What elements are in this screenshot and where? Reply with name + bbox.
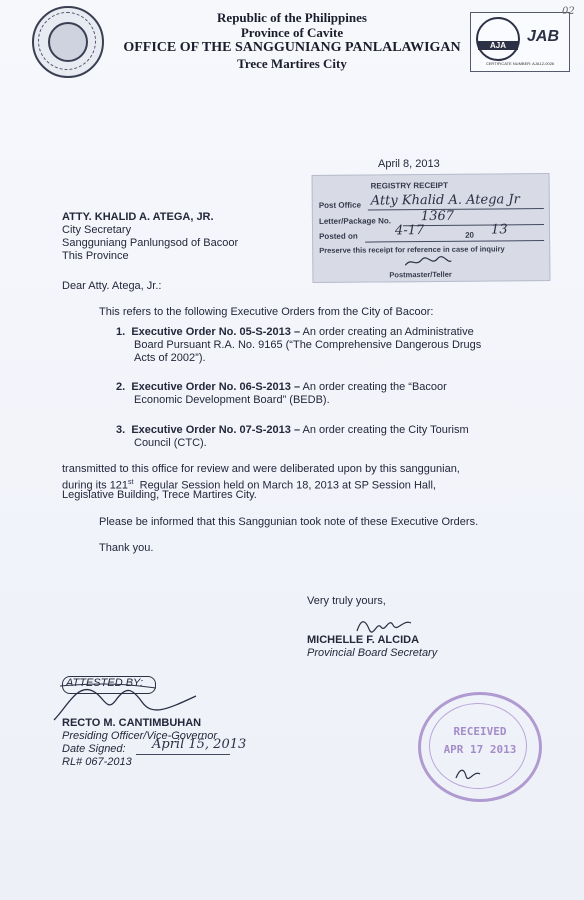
body-line-2: during its 121st Regular Session held on March 18, 2013 at SP Session Hall, (62, 479, 436, 492)
header-province: Province of Cavite (240, 25, 344, 40)
attested-name: RECTO M. CANTIMBUHAN (62, 717, 202, 729)
date-signed-value: April 15, 2013 (152, 737, 247, 752)
receipt-post-office-label: Post Office (318, 200, 362, 210)
receipt-title: REGISTRY RECEIPT (370, 180, 449, 191)
header-city: Trece Martires City (237, 56, 347, 71)
attested-title: Presiding Officer/Vice-Governor (62, 730, 218, 742)
body-line-1: transmitted to this office for review and were deliberated upon by this sanggunian, (62, 463, 460, 475)
stamp-date: APR 17 2013 (443, 743, 517, 756)
recipient-name: ATTY. KHALID A. ATEGA, JR. (62, 211, 214, 223)
margin-note: 02 (562, 6, 575, 17)
receipt-signature-label: Postmaster/Teller (389, 269, 452, 280)
order-item-1-line3: Acts of 2002”). (134, 352, 206, 364)
receipt-preserve-note: Preserve this receipt for reference in case of inquiry (319, 244, 505, 255)
receipt-year-prefix: 20 (465, 230, 475, 240)
certificate-number: CERTIFICATE NUMBER: AJA12-0026 (485, 61, 555, 66)
order-item-2-line2: Economic Development Board” (BEDB). (134, 394, 330, 406)
signatory-name: MICHELLE F. ALCIDA (307, 634, 420, 646)
postmaster-signature-icon (403, 255, 453, 269)
receipt-letter-label: Letter/Package No. (318, 216, 392, 226)
certification-logos (470, 12, 570, 72)
recipient-title: City Secretary (62, 224, 132, 236)
received-stamp (418, 692, 542, 802)
order-item-3-line2: Council (CTC). (134, 437, 207, 449)
recipient-province: This Province (62, 250, 129, 262)
letter-date: April 8, 2013 (378, 158, 440, 170)
receipt-posted-label: Posted on (319, 231, 358, 241)
receipt-post-office-value: Atty Khalid A. Atega Jr (370, 192, 520, 209)
note-paragraph: Please be informed that this Sanggunian took note of these Executive Orders. (99, 516, 479, 528)
receipt-letter-value: 1367 (420, 208, 455, 225)
order-item-1-line2: Board Pursuant R.A. No. 9165 (“The Comprehensive Dangerous Drugs (134, 339, 482, 351)
attested-label: ATTESTED BY: (66, 677, 144, 689)
header-republic: Republic of the Philippines (217, 10, 367, 25)
signatory-title: Provincial Board Secretary (307, 647, 438, 659)
receipt-posted-value: 4-17 (394, 223, 425, 239)
intro-paragraph: This refers to the following Executive Orders from the City of Bacoor: (99, 306, 434, 318)
header-office: OFFICE OF THE SANGGUNIANG PANLALAWIGAN (123, 40, 461, 55)
closing: Very truly yours, (307, 595, 386, 607)
order-item-2: 2. Executive Order No. 06-S-2013 – An order creating the “Bacoor (116, 381, 447, 393)
thank-you: Thank you. (99, 542, 154, 554)
rl-number: RL# 067-2013 (62, 756, 132, 768)
stamp-received-label: RECEIVED (453, 725, 507, 738)
aja-logo-icon: AJA (476, 17, 520, 61)
receipt-year-value: 13 (490, 222, 508, 238)
jab-logo-icon: JAB (526, 28, 559, 45)
order-item-3: 3. Executive Order No. 07-S-2013 – An order creating the City Tourism (116, 424, 469, 436)
date-signed-label: Date Signed: (62, 743, 126, 755)
received-initials-icon (454, 764, 484, 782)
order-item-1: 1. Executive Order No. 05-S-2013 – An order creating an Administrative (116, 326, 474, 338)
body-line-3: Legislative Building, Trece Martires City. (62, 489, 257, 501)
recipient-office: Sangguniang Panlungsod of Bacoor (62, 237, 239, 249)
registry-receipt (312, 173, 551, 283)
salutation: Dear Atty. Atega, Jr.: (62, 280, 162, 292)
